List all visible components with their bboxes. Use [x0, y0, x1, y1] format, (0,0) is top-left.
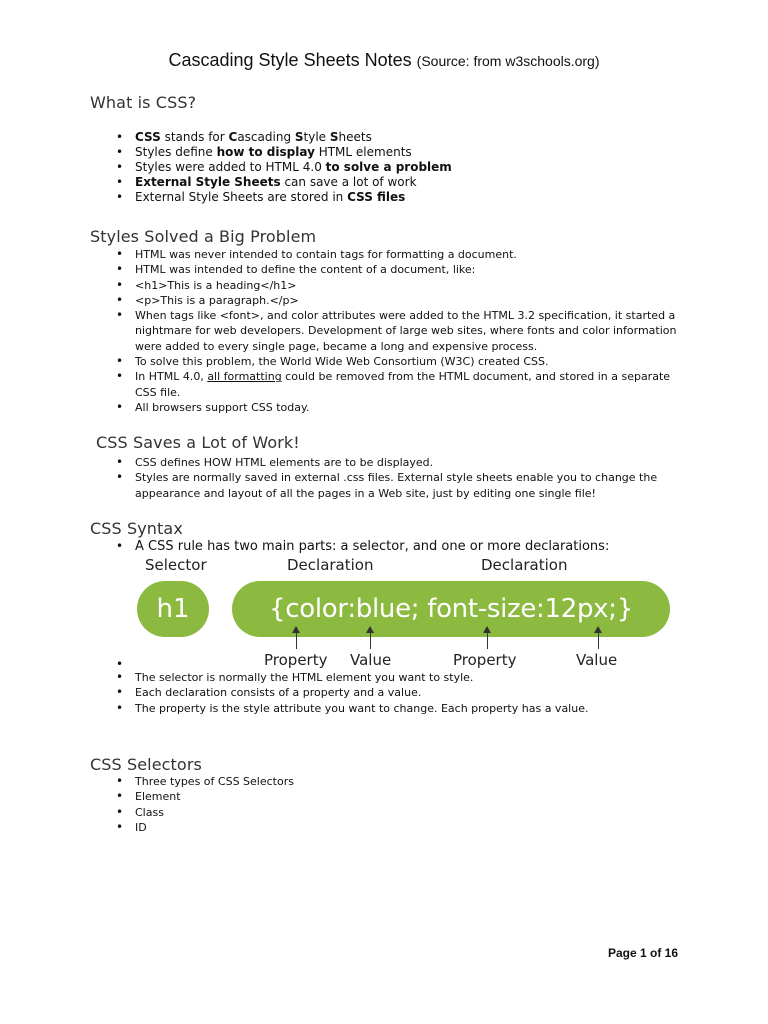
list-item: • When tags like <font>, and color attributes were added to the HTML 3.2 specification, it started a nightmare for web developers. Development of large web sites, where fonts and color information were added to every single page, became a long and expensive process.	[90, 308, 690, 354]
heading-what-is-css: What is CSS?	[90, 93, 197, 112]
list-item: • In HTML 4.0, all formatting could be removed from the HTML document, and stored in a separate CSS file.	[90, 369, 690, 400]
saves-work-list	[90, 455, 690, 501]
heading-selectors: CSS Selectors	[90, 755, 202, 774]
list-item: • Styles were added to HTML 4.0 to solve a problem	[90, 160, 690, 175]
arrow-up-icon	[370, 627, 371, 649]
property-label-1: Property	[264, 651, 328, 669]
heading-syntax: CSS Syntax	[90, 519, 183, 538]
syntax-list-top	[90, 539, 690, 554]
what-is-css-list	[90, 130, 690, 205]
list-item: • CSS defines HOW HTML elements are to be displayed.	[90, 455, 690, 470]
list-item: • <p>This is a paragraph.</p>	[90, 293, 690, 308]
declaration-label-2: Declaration	[481, 556, 568, 574]
selector-label: Selector	[145, 556, 207, 574]
arrow-up-icon	[598, 627, 599, 649]
list-item: • External Style Sheets can save a lot of work	[90, 175, 690, 190]
title-main: Cascading Style Sheets Notes	[168, 50, 412, 70]
list-item: • ID	[90, 820, 690, 835]
list-item: • Element	[90, 789, 690, 804]
list-item: • HTML was never intended to contain tags for formatting a document.	[90, 247, 690, 262]
list-item: • A CSS rule has two main parts: a selector, and one or more declarations:	[90, 539, 690, 554]
list-item: • Styles are normally saved in external .css files. External style sheets enable you to change the appearance and layout of all the pages in a Web site, just by editing one single file!	[90, 470, 690, 501]
heading-saves-work: CSS Saves a Lot of Work!	[96, 433, 300, 452]
page-number: Page 1 of 16	[607, 946, 678, 960]
list-item: • The property is the style attribute you want to change. Each property has a value.	[90, 701, 690, 716]
list-item: • The selector is normally the HTML element you want to style.	[90, 670, 690, 685]
list-item: • All browsers support CSS today.	[90, 400, 690, 415]
declaration-label-1: Declaration	[287, 556, 374, 574]
list-item: • CSS stands for Cascading Style Sheets	[90, 130, 690, 145]
value-label-1: Value	[350, 651, 392, 669]
list-item: • Three types of CSS Selectors	[90, 774, 690, 789]
underlined-text: all formatting	[207, 370, 282, 384]
big-problem-list	[90, 247, 690, 415]
list-item	[90, 657, 690, 670]
list-item: • Class	[90, 805, 690, 820]
list-item: • Styles define how to display HTML elements	[90, 145, 690, 160]
heading-big-problem: Styles Solved a Big Problem	[90, 227, 317, 246]
property-label-2: Property	[453, 651, 517, 669]
list-item: • To solve this problem, the World Wide Web Consortium (W3C) created CSS.	[90, 354, 690, 369]
list-item: • HTML was intended to define the content of a document, like:	[90, 262, 690, 277]
selectors-list	[90, 774, 690, 835]
page-title	[0, 50, 768, 71]
list-item: • Each declaration consists of a property and a value.	[90, 685, 690, 700]
declaration-code-pill: {color:blue; font-size:12px;}	[232, 581, 670, 637]
arrow-up-icon	[296, 627, 297, 649]
syntax-list-bottom	[90, 657, 690, 716]
selector-code-pill: h1	[137, 581, 209, 637]
arrow-up-icon	[487, 627, 488, 649]
value-label-2: Value	[576, 651, 618, 669]
list-item: • <h1>This is a heading</h1>	[90, 278, 690, 293]
list-item: • External Style Sheets are stored in CSS files	[90, 190, 690, 205]
title-source: (Source: from w3schools.org)	[416, 53, 600, 69]
